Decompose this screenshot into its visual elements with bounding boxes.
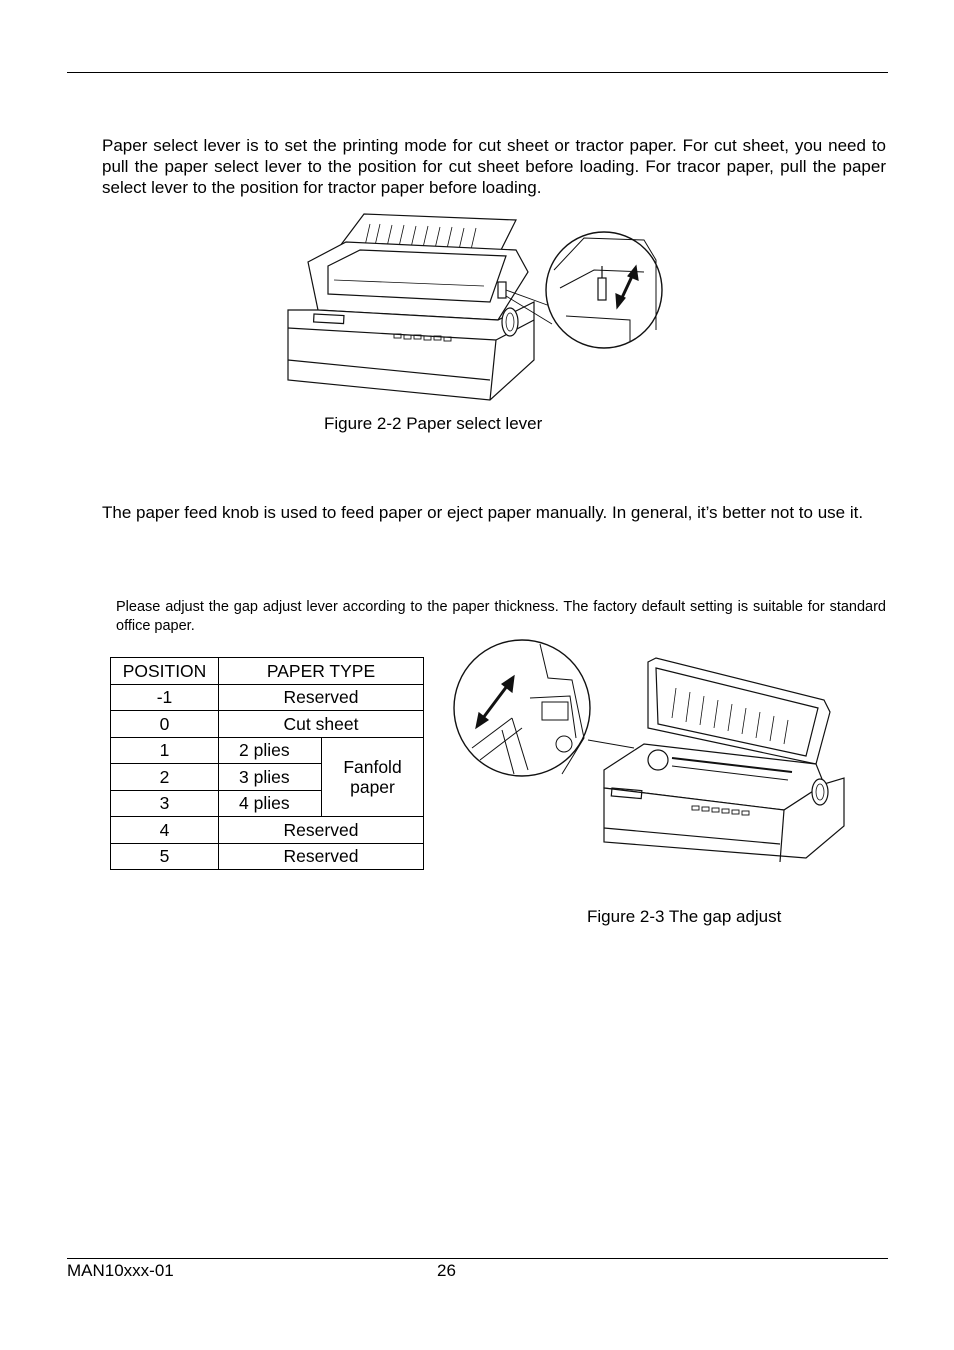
table-row [111, 843, 424, 870]
feed-knob-paragraph: The paper feed knob is used to feed paper or eject paper manually. In general, it’s better not to use it. [102, 503, 864, 522]
table-cell-plies: 3 plies [219, 764, 322, 791]
figure-2-2-caption: Figure 2-2 Paper select lever [324, 414, 543, 433]
paper-select-lever-figure [284, 210, 666, 410]
fanfold-line2: paper [350, 776, 395, 797]
table-cell-position: 5 [111, 843, 219, 870]
table-row [111, 737, 424, 764]
table-header-paper-type: PAPER TYPE [219, 658, 424, 685]
table-cell-plies: 4 plies [219, 790, 322, 817]
table-row [111, 684, 424, 711]
table-cell-position: 0 [111, 711, 219, 738]
table-header-position: POSITION [111, 658, 219, 685]
table-header-row [111, 658, 424, 685]
table-cell-position: 4 [111, 817, 219, 844]
table-cell-type: Reserved [219, 684, 424, 711]
gap-adjust-lever-figure [452, 638, 852, 862]
table-cell-position: 3 [111, 790, 219, 817]
header-rule [67, 72, 888, 73]
footer-rule [67, 1258, 888, 1259]
table-cell-type: Reserved [219, 817, 424, 844]
table-cell-position: 2 [111, 764, 219, 791]
footer-doc-id: MAN10xxx-01 [67, 1261, 174, 1280]
table-row [111, 817, 424, 844]
gap-position-table [110, 657, 424, 870]
table-cell-type: Reserved [219, 843, 424, 870]
table-row [111, 711, 424, 738]
figure-2-3-caption: Figure 2-3 The gap adjust [587, 907, 782, 926]
fanfold-line1: Fanfold [343, 756, 402, 777]
gap-adjust-paragraph: Please adjust the gap adjust lever according to the paper thickness. The factory default setting is suitable for standard office paper. [116, 599, 886, 634]
paper-select-paragraph: Paper select lever is to set the printing mode for cut sheet or tractor paper. For cut sheet, you need to pull the paper select lever to the position for cut sheet before loading. For tracor paper, pull the paper select lever to the position for tractor paper before loading. [102, 136, 886, 197]
table-cell-position: -1 [111, 684, 219, 711]
table-cell-plies: 2 plies [219, 737, 322, 764]
table-cell-type: Cut sheet [219, 711, 424, 738]
footer-page-number: 26 [437, 1261, 456, 1280]
table-cell-position: 1 [111, 737, 219, 764]
table-cell-fanfold [322, 737, 424, 817]
